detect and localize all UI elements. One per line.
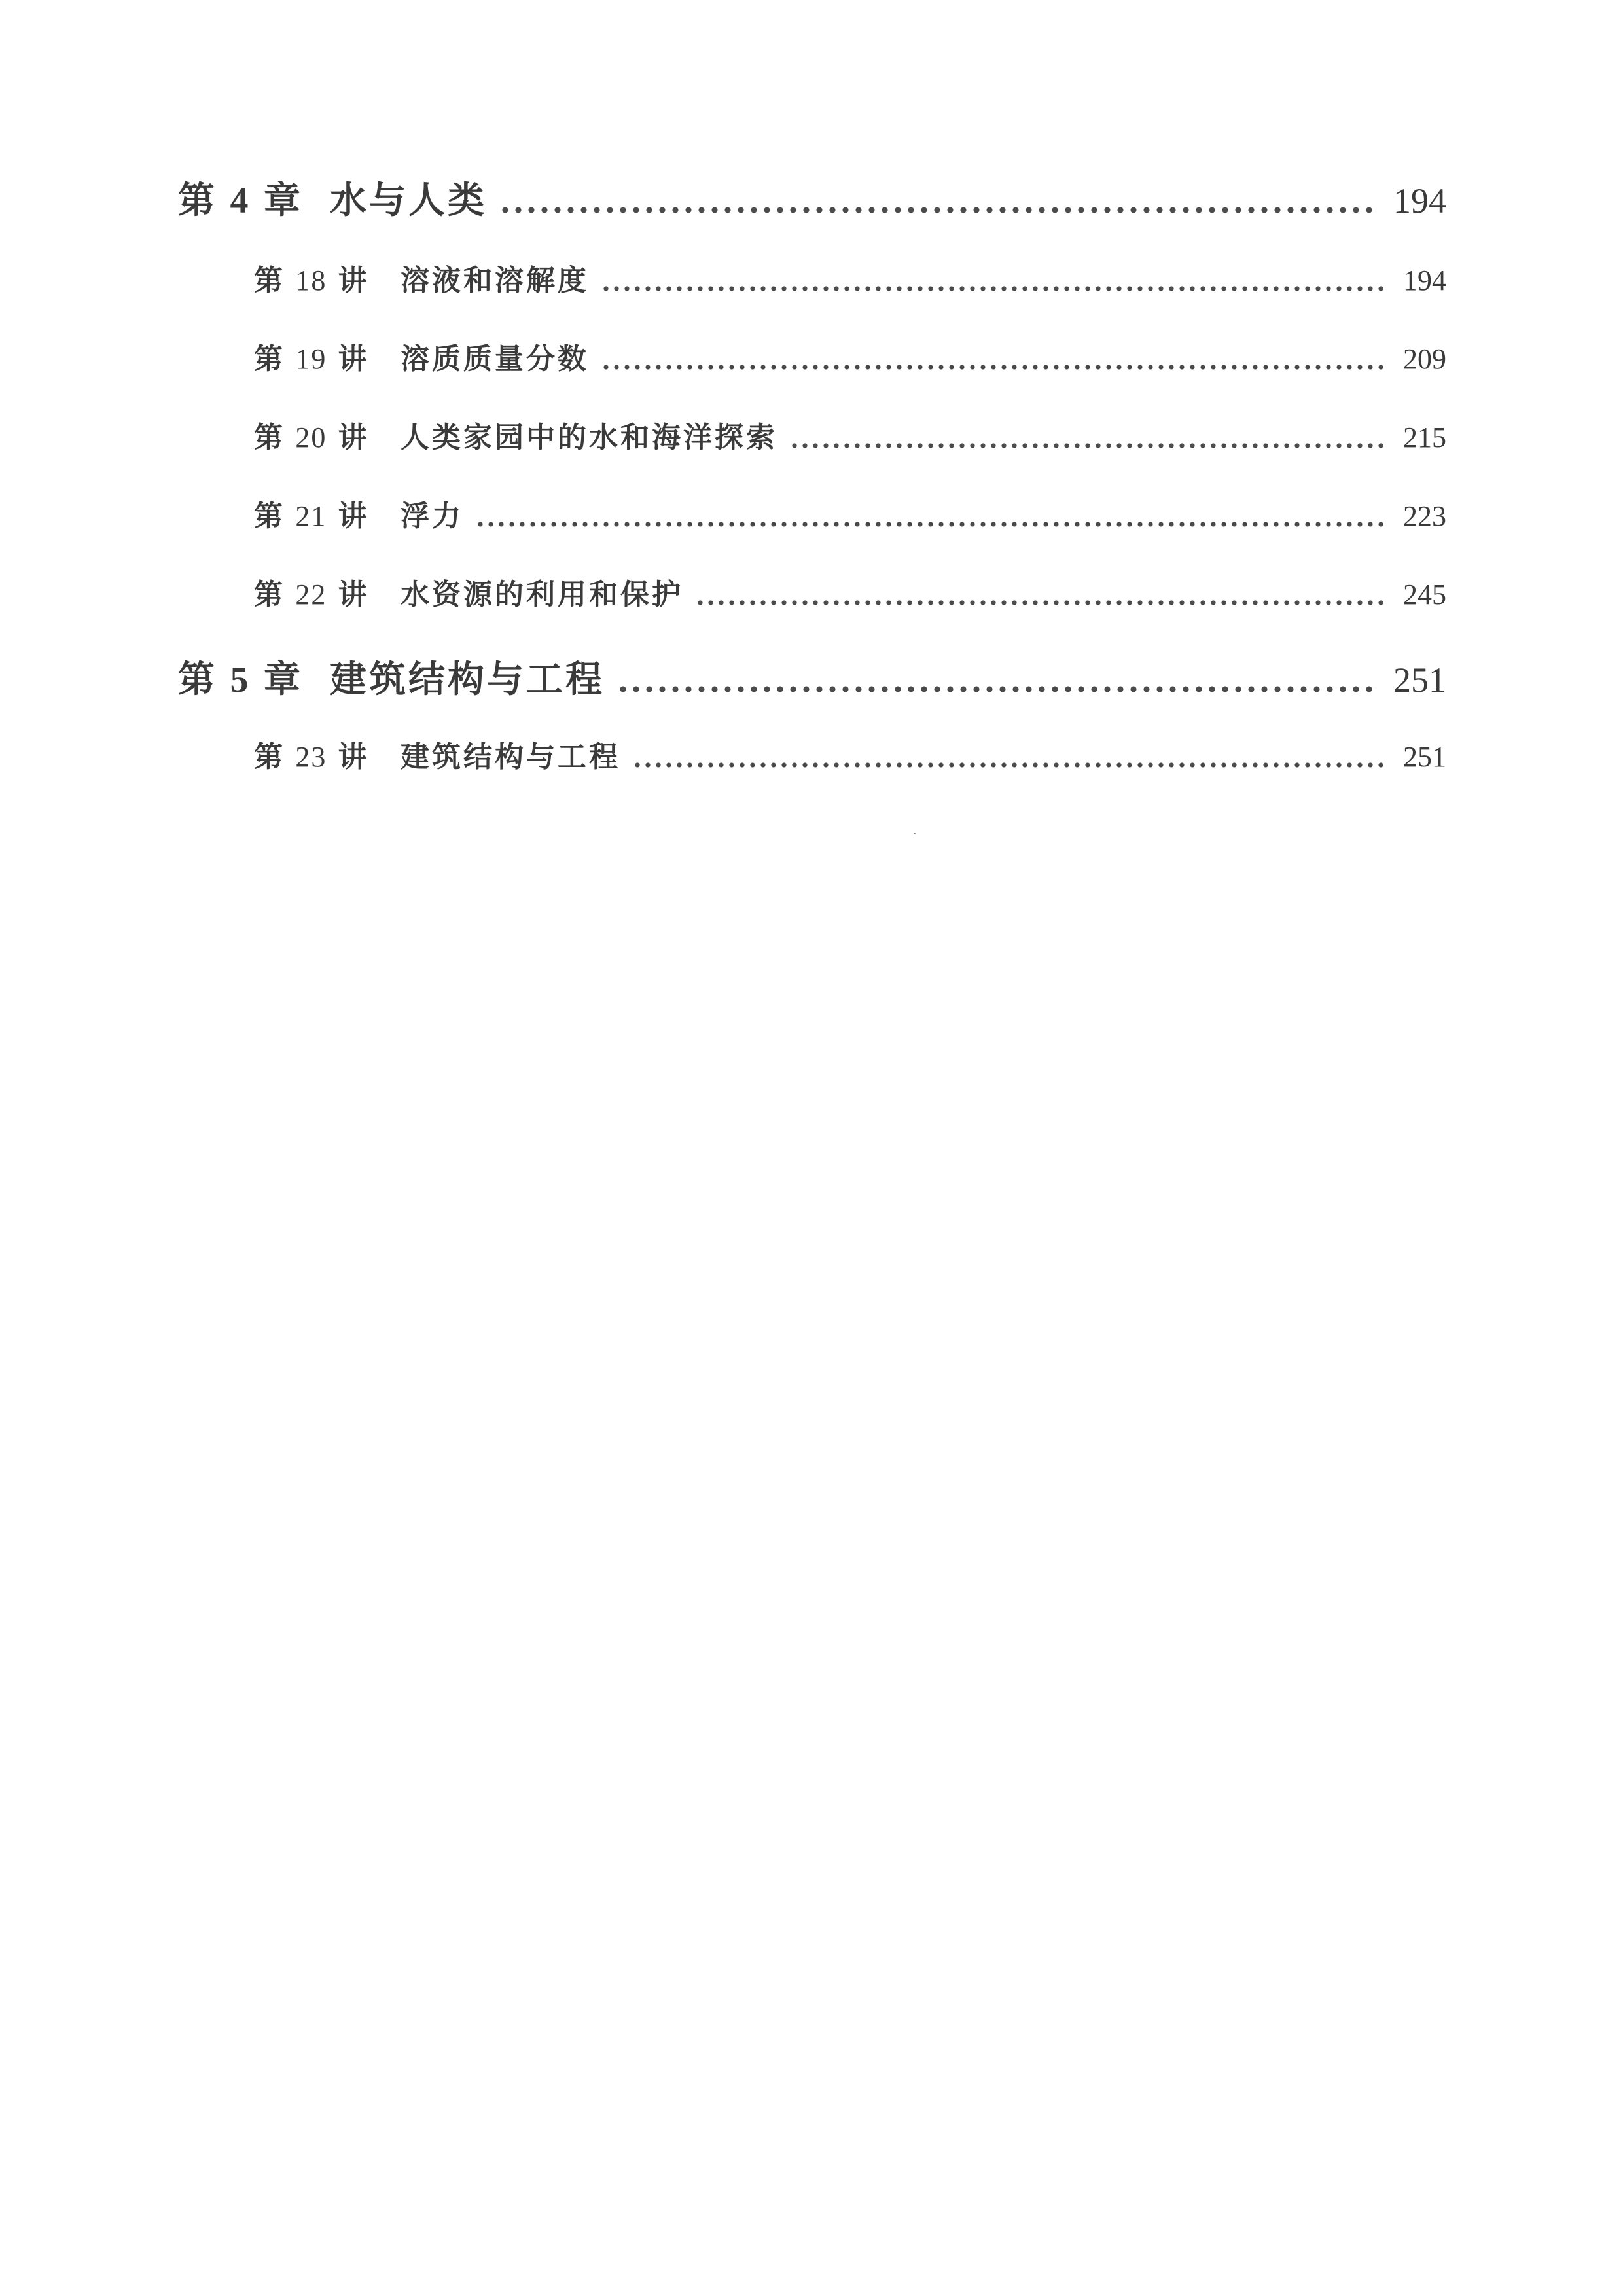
lecture-title: 水资源的利用和保护 xyxy=(401,578,683,611)
dot-leader xyxy=(601,363,1385,372)
lecture-title: 溶质质量分数 xyxy=(401,342,589,376)
page-number: 223 xyxy=(1403,500,1446,532)
page-number: 215 xyxy=(1403,422,1446,454)
chapter-title: 水与人类 xyxy=(330,179,487,222)
chapter-number: 第 4 章 xyxy=(178,179,302,222)
dot-leader xyxy=(616,683,1374,695)
toc-lecture-18[interactable] xyxy=(254,257,1446,300)
dot-leader xyxy=(632,761,1385,770)
chapter-number: 第 5 章 xyxy=(178,658,302,701)
dot-leader xyxy=(499,204,1374,216)
toc-chapter-5[interactable] xyxy=(178,651,1446,703)
page-number: 194 xyxy=(1403,264,1446,296)
lecture-title: 人类家园中的水和海洋探索 xyxy=(401,421,777,454)
lecture-number: 第 20 讲 xyxy=(254,421,368,454)
lecture-number: 第 21 讲 xyxy=(254,499,368,533)
page-number: 209 xyxy=(1403,343,1446,375)
page-number: 251 xyxy=(1393,660,1446,700)
lecture-title: 溶液和溶解度 xyxy=(401,264,589,297)
lecture-number: 第 23 讲 xyxy=(254,740,368,774)
toc-lecture-23[interactable] xyxy=(254,733,1446,776)
dot-leader xyxy=(475,520,1385,529)
toc-chapter-4[interactable] xyxy=(178,171,1446,224)
scan-speck xyxy=(914,833,916,834)
page-number: 251 xyxy=(1403,741,1446,773)
page-number: 245 xyxy=(1403,579,1446,611)
toc-lecture-22[interactable] xyxy=(254,571,1446,614)
lecture-number: 第 22 讲 xyxy=(254,578,368,611)
lecture-number: 第 18 讲 xyxy=(254,264,368,297)
toc-lecture-21[interactable] xyxy=(254,492,1446,535)
chapter-title: 建筑结构与工程 xyxy=(330,658,605,701)
dot-leader xyxy=(695,598,1385,607)
lecture-title: 建筑结构与工程 xyxy=(401,740,620,774)
dot-leader xyxy=(789,441,1385,450)
dot-leader xyxy=(601,284,1385,293)
lecture-title: 浮力 xyxy=(401,499,463,533)
toc-lecture-20[interactable] xyxy=(254,414,1446,457)
lecture-number: 第 19 讲 xyxy=(254,342,368,376)
toc-lecture-19[interactable] xyxy=(254,335,1446,378)
page-number: 194 xyxy=(1393,181,1446,221)
